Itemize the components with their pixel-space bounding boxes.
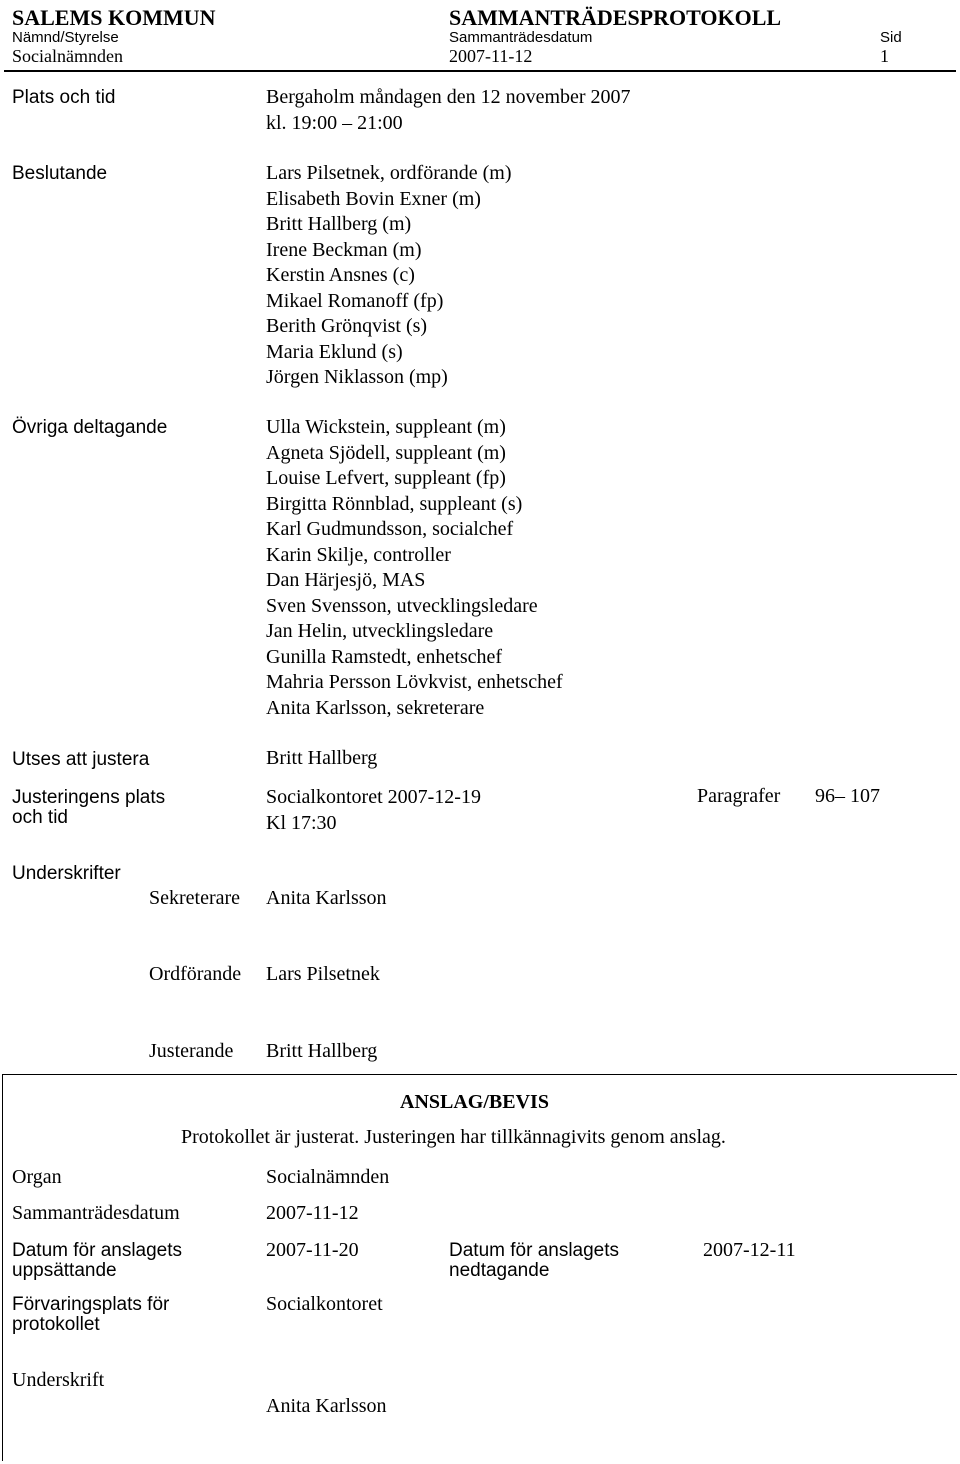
removed-label-line1: Datum för anslagets: [449, 1240, 620, 1261]
list-item: Berith Grönqvist (s): [266, 315, 428, 337]
posted-value: 2007-11-20: [266, 1239, 359, 1261]
signature-role-chair: Ordförande: [149, 963, 242, 985]
posted-label-line1: Datum för anslagets: [12, 1240, 183, 1261]
header-rule: [4, 70, 956, 72]
list-item: Mikael Romanoff (fp): [266, 289, 444, 312]
beslutande-label: Beslutande: [12, 163, 108, 184]
justering-label-line2: och tid: [12, 807, 68, 828]
anslag-date-label: Sammanträdesdatum: [12, 1202, 180, 1224]
signature-label: Underskrift: [12, 1369, 105, 1391]
justering-label: [12, 788, 165, 828]
page-number: 1: [880, 46, 889, 66]
removed-label: [449, 1241, 619, 1281]
anslag-statement: Protokollet är justerat. Justeringen har tillkännagivits genom anslag.: [181, 1126, 726, 1148]
signature-role-adjuster: Justerande: [149, 1040, 234, 1062]
list-item: Kerstin Ansnes (c): [266, 264, 415, 286]
justering-place-time: [266, 785, 481, 836]
signature-role-secretary: Sekreterare: [149, 887, 241, 909]
signature-value: Anita Karlsson: [266, 1395, 387, 1417]
meeting-date: 2007-11-12: [449, 46, 533, 66]
list-item: Ulla Wickstein, suppleant (m): [266, 416, 506, 438]
board-label: Nämnd/Styrelse: [12, 29, 119, 46]
meeting-date-label: Sammanträdesdatum: [449, 29, 593, 46]
justering-place: Socialkontoret 2007-12-19: [266, 786, 481, 808]
time: kl. 19:00 – 21:00: [266, 111, 403, 134]
place-label: Plats och tid: [12, 87, 116, 108]
list-item: Louise Lefvert, suppleant (fp): [266, 467, 506, 489]
posted-label: [12, 1241, 182, 1281]
paragraphs-label: Paragrafer: [697, 785, 781, 807]
signature-name-chair: Lars Pilsetnek: [266, 963, 380, 985]
list-item: Jörgen Niklasson (mp): [266, 366, 448, 388]
list-item: Elisabeth Bovin Exner (m): [266, 187, 481, 210]
list-item: Jan Helin, utvecklingsledare: [266, 620, 494, 642]
list-item: Sven Svensson, utvecklingsledare: [266, 594, 538, 617]
anslag-title: ANSLAG/BEVIS: [400, 1091, 549, 1113]
removed-label-line2: nedtagande: [449, 1260, 550, 1281]
organ-value: Socialnämnden: [266, 1166, 390, 1188]
board-name: Socialnämnden: [12, 46, 123, 66]
storage-value: Socialkontoret: [266, 1293, 383, 1315]
list-item: Karl Gudmundsson, socialchef: [266, 518, 514, 540]
list-item: Mahria Persson Lövkvist, enhetschef: [266, 671, 563, 693]
place-time: [266, 85, 631, 136]
list-item: Britt Hallberg (m): [266, 213, 412, 235]
paragraphs-range: 96– 107: [815, 785, 880, 807]
justera-label: Utses att justera: [12, 749, 150, 770]
justering-time: Kl 17:30: [266, 811, 337, 834]
org-name: SALEMS KOMMUN: [12, 5, 216, 30]
anslag-date-value: 2007-11-12: [266, 1202, 359, 1224]
list-item: Anita Karlsson, sekreterare: [266, 696, 485, 719]
list-item: Karin Skilje, controller: [266, 543, 451, 566]
organ-label: Organ: [12, 1166, 62, 1188]
place: Bergaholm måndagen den 12 november 2007: [266, 86, 631, 108]
ovriga-list: [266, 415, 563, 721]
list-item: Agneta Sjödell, suppleant (m): [266, 441, 506, 464]
removed-value: 2007-12-11: [703, 1239, 796, 1261]
document-type: SAMMANTRÄDESPROTOKOLL: [449, 5, 782, 30]
justera-name: Britt Hallberg: [266, 747, 378, 769]
storage-label: [12, 1295, 169, 1335]
signature-name-secretary: Anita Karlsson: [266, 887, 387, 909]
list-item: Birgitta Rönnblad, suppleant (s): [266, 492, 523, 515]
list-item: Maria Eklund (s): [266, 340, 403, 363]
signatures-label: Underskrifter: [12, 863, 121, 884]
storage-label-line2: protokollet: [12, 1314, 100, 1335]
storage-label-line1: Förvaringsplats för: [12, 1294, 170, 1315]
page-label: Sid: [880, 29, 902, 46]
list-item: Irene Beckman (m): [266, 238, 422, 261]
justering-label-line1: Justeringens plats: [12, 787, 166, 808]
list-item: Lars Pilsetnek, ordförande (m): [266, 162, 512, 184]
signature-name-adjuster: Britt Hallberg: [266, 1040, 378, 1062]
list-item: Gunilla Ramstedt, enhetschef: [266, 645, 503, 668]
beslutande-list: [266, 161, 511, 391]
posted-label-line2: uppsättande: [12, 1260, 117, 1281]
ovriga-label: Övriga deltagande: [12, 417, 168, 438]
list-item: Dan Härjesjö, MAS: [266, 569, 426, 591]
